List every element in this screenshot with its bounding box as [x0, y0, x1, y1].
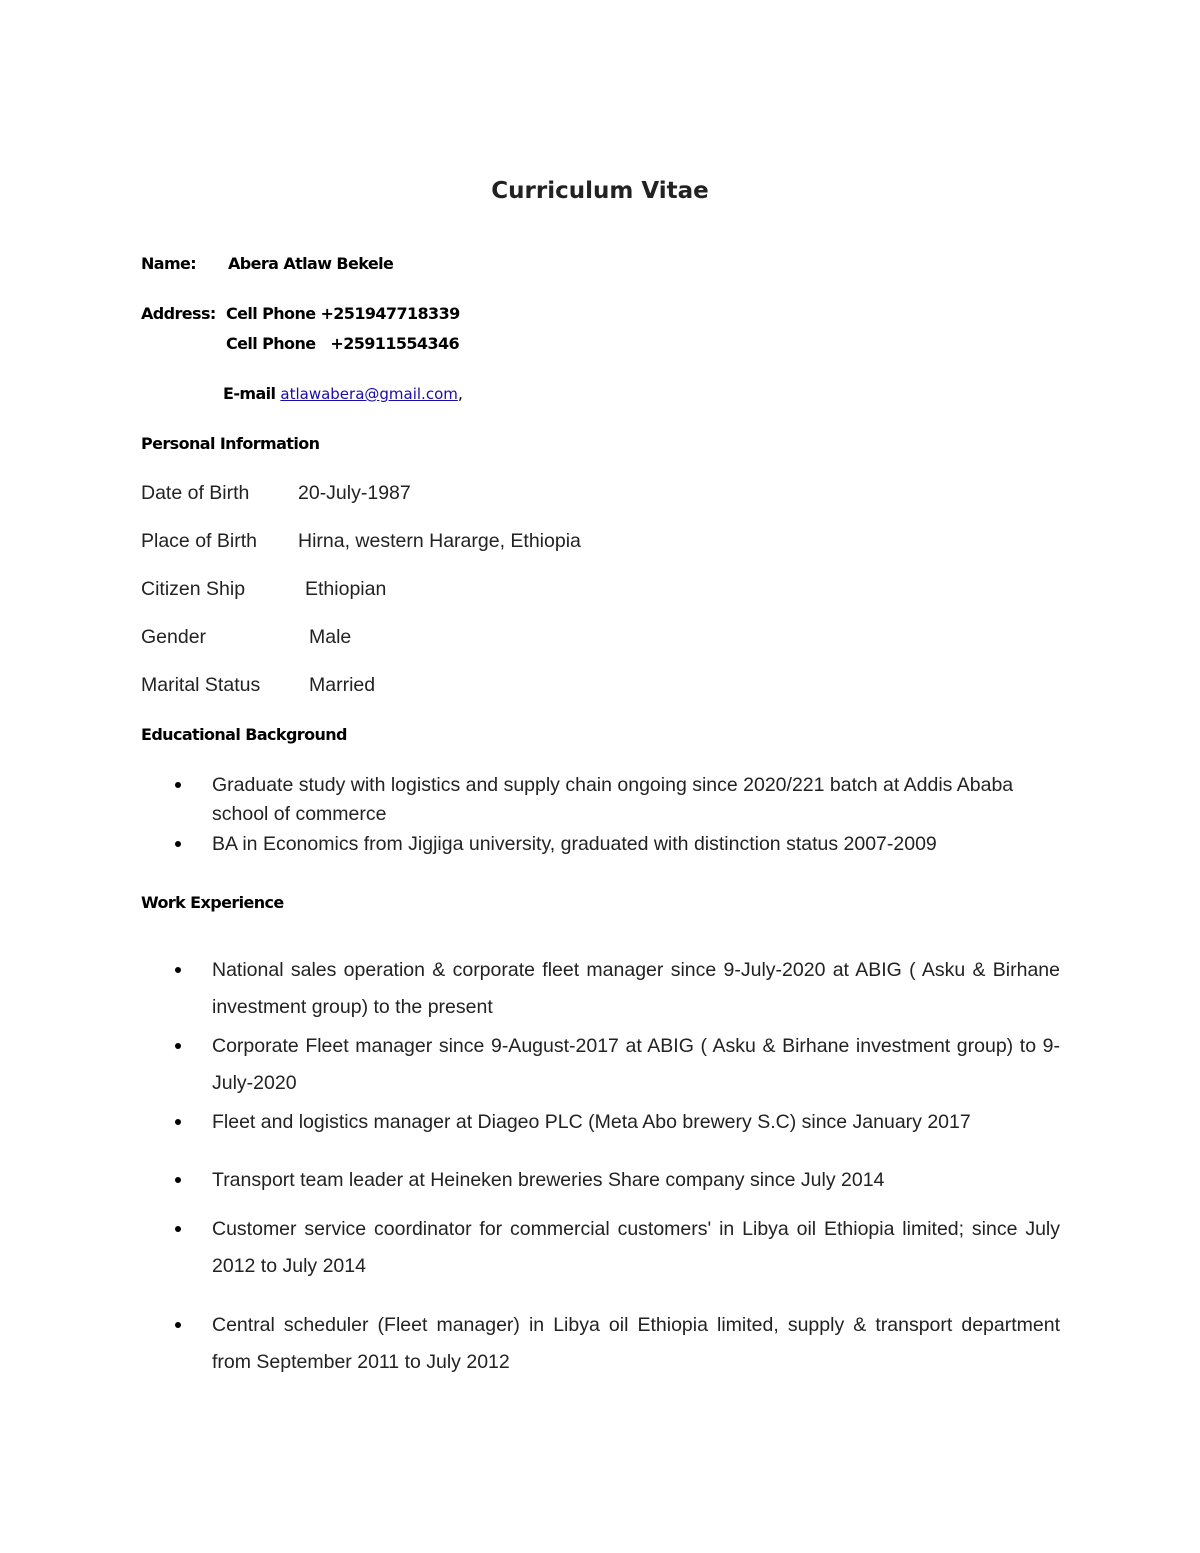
email-label: E-mail — [223, 384, 281, 403]
gender-value: Male — [309, 626, 352, 648]
name-label: Name: — [141, 254, 197, 273]
work-heading: Work Experience — [141, 893, 284, 912]
pob-label: Place of Birth — [141, 530, 257, 552]
address-label: Address: — [141, 304, 216, 323]
email-suffix: , — [457, 384, 463, 403]
list-item: Graduate study with logistics and supply chain ongoing since 2020/221 batch at Addis Ababa school of commerce — [212, 771, 1042, 829]
list-item: National sales operation & corporate fleet manager since 9-July-2020 at ABIG ( Asku & Birhane investment group) to the present — [212, 952, 1060, 1026]
list-item: Customer service coordinator for commercial customers' in Libya oil Ethiopia limited; since July 2012 to July 2014 — [212, 1211, 1060, 1285]
gender-label: Gender — [141, 626, 207, 648]
list-item: BA in Economics from Jigjiga university, graduated with distinction status 2007-2009 — [212, 830, 1042, 859]
phone-primary: Cell Phone +251947718339 — [226, 304, 460, 323]
marital-value: Married — [309, 674, 376, 696]
list-item: Fleet and logistics manager at Diageo PLC (Meta Abo brewery S.C) since January 2017 — [212, 1104, 1060, 1141]
personal-heading: Personal Information — [141, 434, 320, 453]
document-title: Curriculum Vitae — [491, 178, 709, 204]
email-link[interactable]: atlawabera@gmail.com — [280, 385, 458, 403]
email-line — [223, 384, 462, 403]
dob-label: Date of Birth — [141, 482, 250, 504]
dob-value: 20-July-1987 — [298, 482, 411, 504]
pob-value: Hirna, western Hararge, Ethiopia — [298, 530, 581, 552]
education-heading: Educational Background — [141, 725, 347, 744]
citizenship-label: Citizen Ship — [141, 578, 246, 600]
citizenship-value: Ethiopian — [305, 578, 387, 600]
list-item: Central scheduler (Fleet manager) in Libya oil Ethiopia limited, supply & transport department from September 2011 to July 2012 — [212, 1307, 1060, 1381]
phone-secondary: Cell Phone +25911554346 — [226, 334, 460, 353]
marital-label: Marital Status — [141, 674, 261, 696]
list-item: Transport team leader at Heineken breweries Share company since July 2014 — [212, 1162, 1060, 1199]
name-value: Abera Atlaw Bekele — [228, 254, 394, 273]
list-item: Corporate Fleet manager since 9-August-2017 at ABIG ( Asku & Birhane investment group) to 9-July-2020 — [212, 1028, 1060, 1102]
